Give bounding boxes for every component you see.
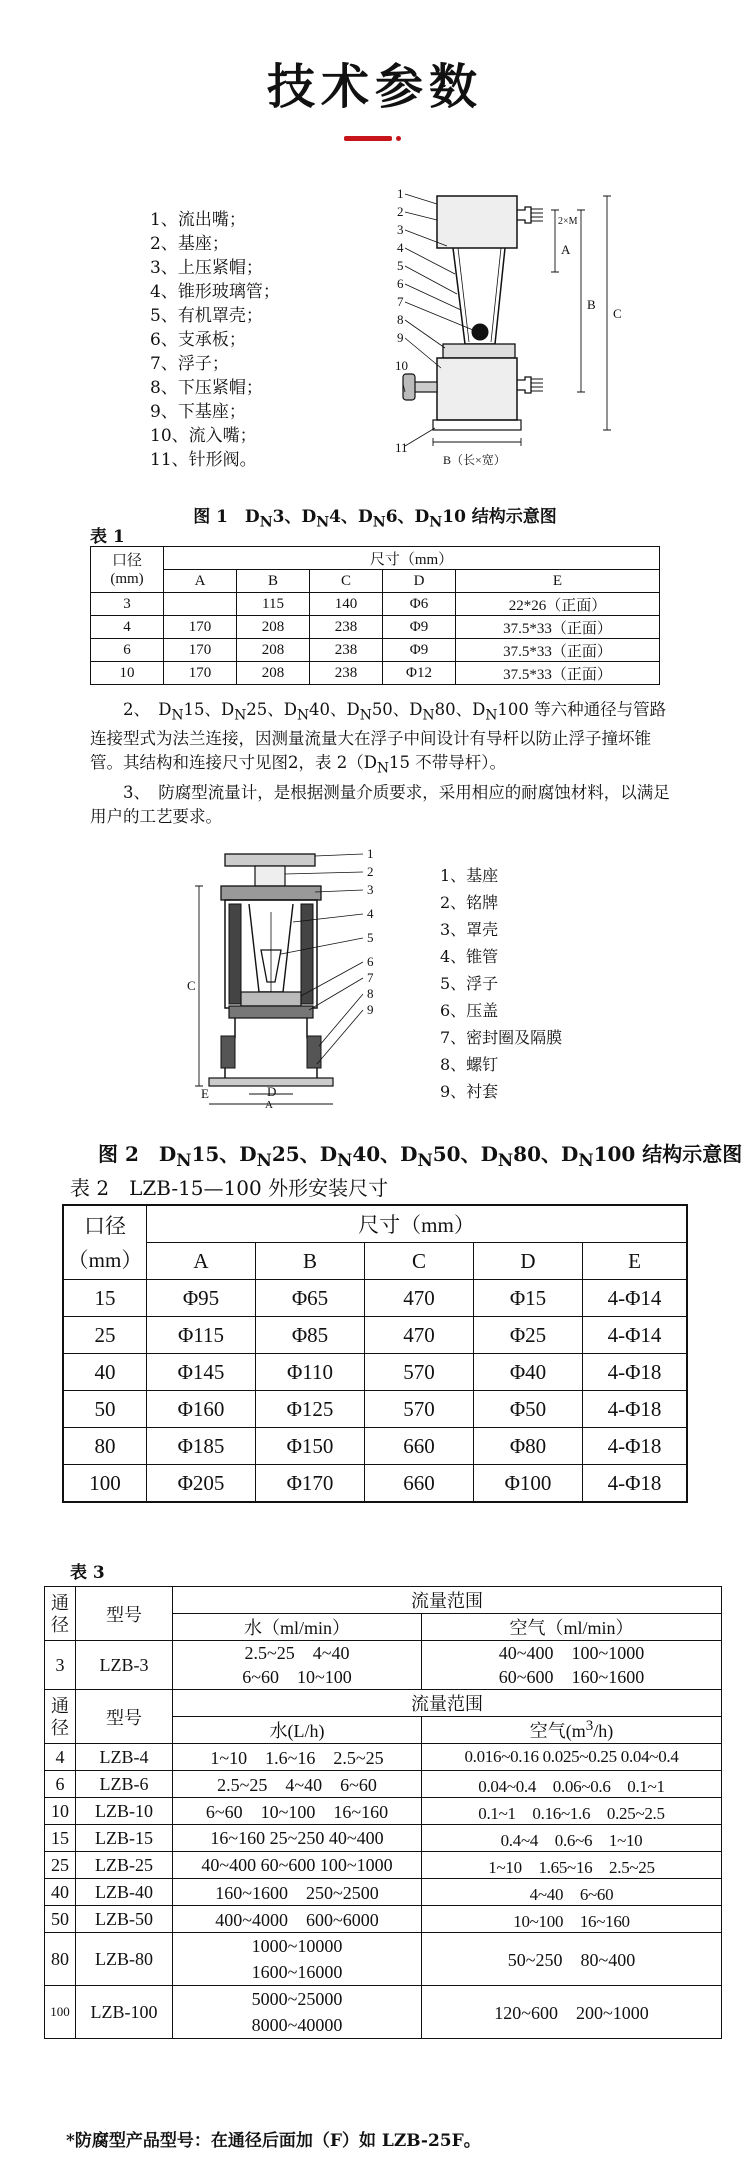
table1 — [90, 546, 660, 685]
table-cell: 570 — [365, 1354, 474, 1391]
legend-item: 1、流出嘴； — [150, 210, 246, 230]
table-header-cell: 水（ml/min） — [173, 1614, 422, 1641]
table-cell: 50~250 80~400 — [422, 1933, 722, 1986]
table-header-cell: C — [365, 1243, 474, 1280]
table-cell: 37.5*33（正面） — [456, 639, 660, 662]
legend-item: 2、基座； — [150, 234, 229, 254]
table-cell: 4-Φ18 — [583, 1354, 688, 1391]
table-cell: Φ185 — [147, 1428, 256, 1465]
legend-item: 2、铭牌 — [440, 893, 499, 912]
table2-label: 表 2 LZB-15—100 外形安装尺寸 — [70, 1176, 389, 1200]
table-cell: Φ65 — [256, 1280, 365, 1317]
table-cell — [164, 593, 237, 616]
dim-label-c: C — [613, 306, 622, 321]
table-header-cell: E — [583, 1243, 688, 1280]
table-cell: 1~10 1.65~16 2.5~25 — [422, 1852, 722, 1879]
table-cell: 3 — [91, 593, 164, 616]
table-cell: Φ9 — [383, 616, 456, 639]
part-number: 11 — [395, 440, 408, 455]
table-cell: 160~1600 250~2500 — [173, 1879, 422, 1906]
table-cell: Φ100 — [474, 1465, 583, 1503]
table-cell: LZB-10 — [76, 1798, 173, 1825]
table-cell: Φ25 — [474, 1317, 583, 1354]
table-header-cell: B — [237, 570, 310, 593]
table-cell: 100 — [45, 1986, 76, 2039]
table-cell: 6 — [91, 639, 164, 662]
table-cell: 50 — [45, 1906, 76, 1933]
table-cell: 25 — [45, 1852, 76, 1879]
table-cell: 0.1~1 0.16~1.6 0.25~2.5 — [422, 1798, 722, 1825]
table-row — [45, 1744, 722, 1771]
table-cell: 37.5*33（正面） — [456, 662, 660, 685]
table-cell: LZB-4 — [76, 1744, 173, 1771]
table-cell: 3 — [45, 1641, 76, 1690]
table-cell: LZB-50 — [76, 1906, 173, 1933]
inlet-nozzle — [517, 377, 531, 393]
table-cell: 4 — [45, 1744, 76, 1771]
table-header-cell: 空气（ml/min） — [422, 1614, 722, 1641]
table-cell: 1~10 1.6~16 2.5~25 — [173, 1744, 422, 1771]
table-cell: 16~160 25~250 40~400 — [173, 1825, 422, 1852]
table-cell: 40~400 100~1000 60~600 160~1600 — [422, 1641, 722, 1690]
table-cell: 40~400 60~600 100~1000 — [173, 1852, 422, 1879]
legend-item: 9、下基座； — [150, 402, 246, 422]
dim-label-d: D — [267, 1084, 277, 1099]
paragraph: 3、 防腐型流量计，是根据测量介质要求，采用相应的耐腐蚀材料，以满足用户的工艺要求。 — [90, 782, 670, 826]
table-cell: 660 — [365, 1428, 474, 1465]
table-cell: 1000~10000 1600~16000 — [173, 1933, 422, 1986]
table-header-cell: 型号 — [76, 1690, 173, 1744]
top-base — [437, 196, 517, 248]
table-cell: 570 — [365, 1391, 474, 1428]
legend-item: 9、衬套 — [440, 1082, 499, 1101]
table-cell: 6~60 10~100 16~160 — [173, 1798, 422, 1825]
table-cell: LZB-15 — [76, 1825, 173, 1852]
legend-item: 8、下压紧帽； — [150, 378, 263, 398]
table-header-cell: A — [164, 570, 237, 593]
table-cell: 4-Φ14 — [583, 1280, 688, 1317]
legend-item: 7、浮子； — [150, 354, 229, 374]
table-cell: LZB-40 — [76, 1879, 173, 1906]
dim-label-bottom: B（长×宽） — [443, 453, 506, 467]
table-cell: 10 — [91, 662, 164, 685]
part-number: 2 — [367, 864, 374, 879]
table-cell: 0.04~0.4 0.06~0.6 0.1~1 — [422, 1771, 722, 1798]
part-number: 7 — [397, 294, 404, 309]
table-cell: 115 — [237, 593, 310, 616]
part-number: 6 — [397, 276, 404, 291]
table-cell: 208 — [237, 616, 310, 639]
table-cell: Φ85 — [256, 1317, 365, 1354]
table-cell: 22*26（正面） — [456, 593, 660, 616]
legend-item: 7、密封圈及隔膜 — [440, 1028, 563, 1047]
table-header-cell: 通径 — [45, 1690, 76, 1744]
table-cell: 80 — [63, 1428, 147, 1465]
dim-label-a: A — [561, 242, 571, 257]
table-row — [91, 662, 660, 685]
table-cell: LZB-6 — [76, 1771, 173, 1798]
figure2-caption: 图 2 $D_N15$、$D_N25$、$D_N40$、$D_N50$、$D_N80$、$D_N100$ 结构示意图 — [98, 1142, 743, 1170]
table-cell: 40 — [63, 1354, 147, 1391]
table-cell: Φ95 — [147, 1280, 256, 1317]
dim-label-e: E — [201, 1086, 209, 1101]
table-row — [63, 1391, 687, 1428]
table-cell: 120~600 200~1000 — [422, 1986, 722, 2039]
table-cell: 238 — [310, 662, 383, 685]
table-cell: Φ40 — [474, 1354, 583, 1391]
table-cell: 50 — [63, 1391, 147, 1428]
table-cell: 80 — [45, 1933, 76, 1986]
paragraph: 2、 $D_N15$、$D_N25$、$D_N40$、$D_N50$、$D_N80$、$D_N100$ 等六种通径与管路连接型式为法兰连接，因测量流量大在浮子中间设计有导杆以防止浮子撞坏锥管。其结构和连接尺寸见图2，表 $2(D_N15$ 不带导杆）。 — [90, 700, 667, 777]
table-cell: Φ80 — [474, 1428, 583, 1465]
table-cell: 10 — [45, 1798, 76, 1825]
table-cell: 4-Φ18 — [583, 1391, 688, 1428]
table-header-cell: 流量范围 — [173, 1587, 722, 1614]
table-cell: 100 — [63, 1465, 147, 1503]
table-header-cell: B — [256, 1243, 365, 1280]
flowmeter-flanged-diagram — [185, 842, 385, 1112]
table-cell: 170 — [164, 616, 237, 639]
table-cell: 6 — [45, 1771, 76, 1798]
part-number: 4 — [397, 240, 404, 255]
table-cell: 15 — [45, 1825, 76, 1852]
table-cell: 4-Φ18 — [583, 1428, 688, 1465]
legend-item: 6、压盖 — [440, 1001, 499, 1020]
table-header-cell: 尺寸（mm） — [164, 547, 660, 570]
legend-item: 3、上压紧帽； — [150, 258, 263, 278]
part-number: 8 — [397, 312, 404, 327]
body-text — [90, 698, 670, 829]
dim-label-a: A — [265, 1099, 273, 1111]
table-cell: 0.016~0.16 0.025~0.25 0.04~0.4 — [422, 1744, 722, 1771]
table-header-cell: 口径 （mm） — [63, 1205, 147, 1280]
table-cell: 4~40 6~60 — [422, 1879, 722, 1906]
table1-label: 表 1 — [90, 527, 125, 547]
table-cell: 660 — [365, 1465, 474, 1503]
footnote: *防腐型产品型号：在通径后面加（F）如 LZB-25F。 — [66, 2131, 481, 2151]
table-row — [91, 616, 660, 639]
lower-base — [437, 358, 517, 420]
part-number: 3 — [367, 882, 374, 897]
table-cell: 470 — [365, 1280, 474, 1317]
table-cell: Φ125 — [256, 1391, 365, 1428]
table-cell: 208 — [237, 639, 310, 662]
legend-item: 5、浮子 — [440, 974, 499, 993]
table-cell: 208 — [237, 662, 310, 685]
table-header-cell: 空气$(m^3/h)$ — [422, 1717, 722, 1744]
part-number: 10 — [395, 358, 408, 373]
table-row — [63, 1354, 687, 1391]
table3 — [44, 1586, 722, 2039]
table-cell: Φ205 — [147, 1465, 256, 1503]
table-cell: Φ12 — [383, 662, 456, 685]
table-header-cell: D — [383, 570, 456, 593]
legend-item: 1、基座 — [440, 866, 499, 885]
table-cell: Φ145 — [147, 1354, 256, 1391]
table-cell: 4-Φ14 — [583, 1317, 688, 1354]
table-cell: LZB-80 — [76, 1933, 173, 1986]
table-cell: Φ170 — [256, 1465, 365, 1503]
table-cell: Φ160 — [147, 1391, 256, 1428]
lower-cap — [443, 344, 515, 358]
table-cell: 140 — [310, 593, 383, 616]
needle-valve — [413, 382, 437, 392]
table-header-cell: 口径 (mm) — [91, 547, 164, 593]
title-underline — [344, 136, 392, 141]
table-cell: 2.5~25 4~40 6~60 10~100 — [173, 1641, 422, 1690]
table-cell: Φ115 — [147, 1317, 256, 1354]
table-cell: Φ110 — [256, 1354, 365, 1391]
legend-item: 11、针形阀。 — [150, 450, 257, 470]
title-underline-dot — [396, 136, 401, 141]
base — [221, 886, 321, 900]
part-number: 3 — [397, 222, 404, 237]
table-cell: LZB-3 — [76, 1641, 173, 1690]
outlet-nozzle — [517, 207, 531, 223]
table-header-cell: 型号 — [76, 1587, 173, 1641]
table-cell: Φ9 — [383, 639, 456, 662]
table-cell: 170 — [164, 639, 237, 662]
table2 — [62, 1204, 688, 1503]
table-cell: 37.5*33（正面） — [456, 616, 660, 639]
part-number: 1 — [367, 846, 374, 861]
table-row — [45, 1906, 722, 1933]
part-number: 9 — [367, 1002, 374, 1017]
figure1-legend — [150, 208, 280, 472]
table-cell: 15 — [63, 1280, 147, 1317]
table-row — [91, 639, 660, 662]
table-row — [91, 593, 660, 616]
table-cell: 400~4000 600~6000 — [173, 1906, 422, 1933]
table-header-cell: 流量范围 — [173, 1690, 722, 1717]
part-number: 1 — [397, 186, 404, 201]
table-row — [45, 1879, 722, 1906]
table-cell: 25 — [63, 1317, 147, 1354]
table-header-cell: C — [310, 570, 383, 593]
table-row — [63, 1280, 687, 1317]
legend-item: 4、锥形玻璃管； — [150, 282, 280, 302]
table-cell: 2.5~25 4~40 6~60 — [173, 1771, 422, 1798]
table3-label: 表 3 — [70, 1563, 105, 1583]
legend-item: 10、流入嘴； — [150, 426, 257, 446]
table-cell: 40 — [45, 1879, 76, 1906]
part-number: 4 — [367, 906, 374, 921]
legend-item: 6、支承板； — [150, 330, 246, 350]
table-cell: Φ6 — [383, 593, 456, 616]
table-row — [63, 1428, 687, 1465]
part-number: 7 — [367, 970, 374, 985]
table-header-cell: 通径 — [45, 1587, 76, 1641]
flowmeter-small-diagram — [395, 184, 635, 474]
table-row — [63, 1465, 687, 1503]
table-cell: 470 — [365, 1317, 474, 1354]
float — [472, 324, 488, 340]
figure2-legend — [440, 862, 562, 1105]
legend-item: 4、锥管 — [440, 947, 499, 966]
table-cell: LZB-100 — [76, 1986, 173, 2039]
table-header-cell: 尺寸（mm） — [147, 1205, 688, 1243]
table-row — [45, 1825, 722, 1852]
table-row — [63, 1317, 687, 1354]
dim-label-dm: 2×M — [558, 216, 578, 227]
table-cell: 238 — [310, 616, 383, 639]
part-number: 5 — [397, 258, 404, 273]
dim-label-b: B — [587, 297, 596, 312]
figure1-caption: 图 1 $D_N3$、$D_N4$、$D_N6$、$D_N10$ 结构示意图 — [193, 507, 557, 531]
part-number: 5 — [367, 930, 374, 945]
table-cell: 238 — [310, 639, 383, 662]
dim-label-c: C — [187, 978, 196, 993]
table-cell: 10~100 16~160 — [422, 1906, 722, 1933]
table-cell: 4 — [91, 616, 164, 639]
table-header-cell: 水(L/h) — [173, 1717, 422, 1744]
table-row — [45, 1771, 722, 1798]
part-number: 2 — [397, 204, 404, 219]
part-number: 6 — [367, 954, 374, 969]
legend-item: 5、有机罩壳； — [150, 306, 263, 326]
table-cell: Φ50 — [474, 1391, 583, 1428]
table-header-cell: E — [456, 570, 660, 593]
legend-item: 3、罩壳 — [440, 920, 499, 939]
table-row — [45, 1798, 722, 1825]
table-cell: 0.4~4 0.6~6 1~10 — [422, 1825, 722, 1852]
table-cell: 4-Φ18 — [583, 1465, 688, 1503]
table-cell: 5000~25000 8000~40000 — [173, 1986, 422, 2039]
table-header-cell: D — [474, 1243, 583, 1280]
part-number: 8 — [367, 986, 374, 1001]
table-row — [45, 1852, 722, 1879]
table-cell: Φ15 — [474, 1280, 583, 1317]
table-cell: 170 — [164, 662, 237, 685]
page-title: 技术参数 — [266, 59, 483, 115]
table-header-cell: A — [147, 1243, 256, 1280]
legend-item: 8、螺钉 — [440, 1055, 499, 1074]
part-number: 9 — [397, 330, 404, 345]
table-cell: Φ150 — [256, 1428, 365, 1465]
table-cell: LZB-25 — [76, 1852, 173, 1879]
